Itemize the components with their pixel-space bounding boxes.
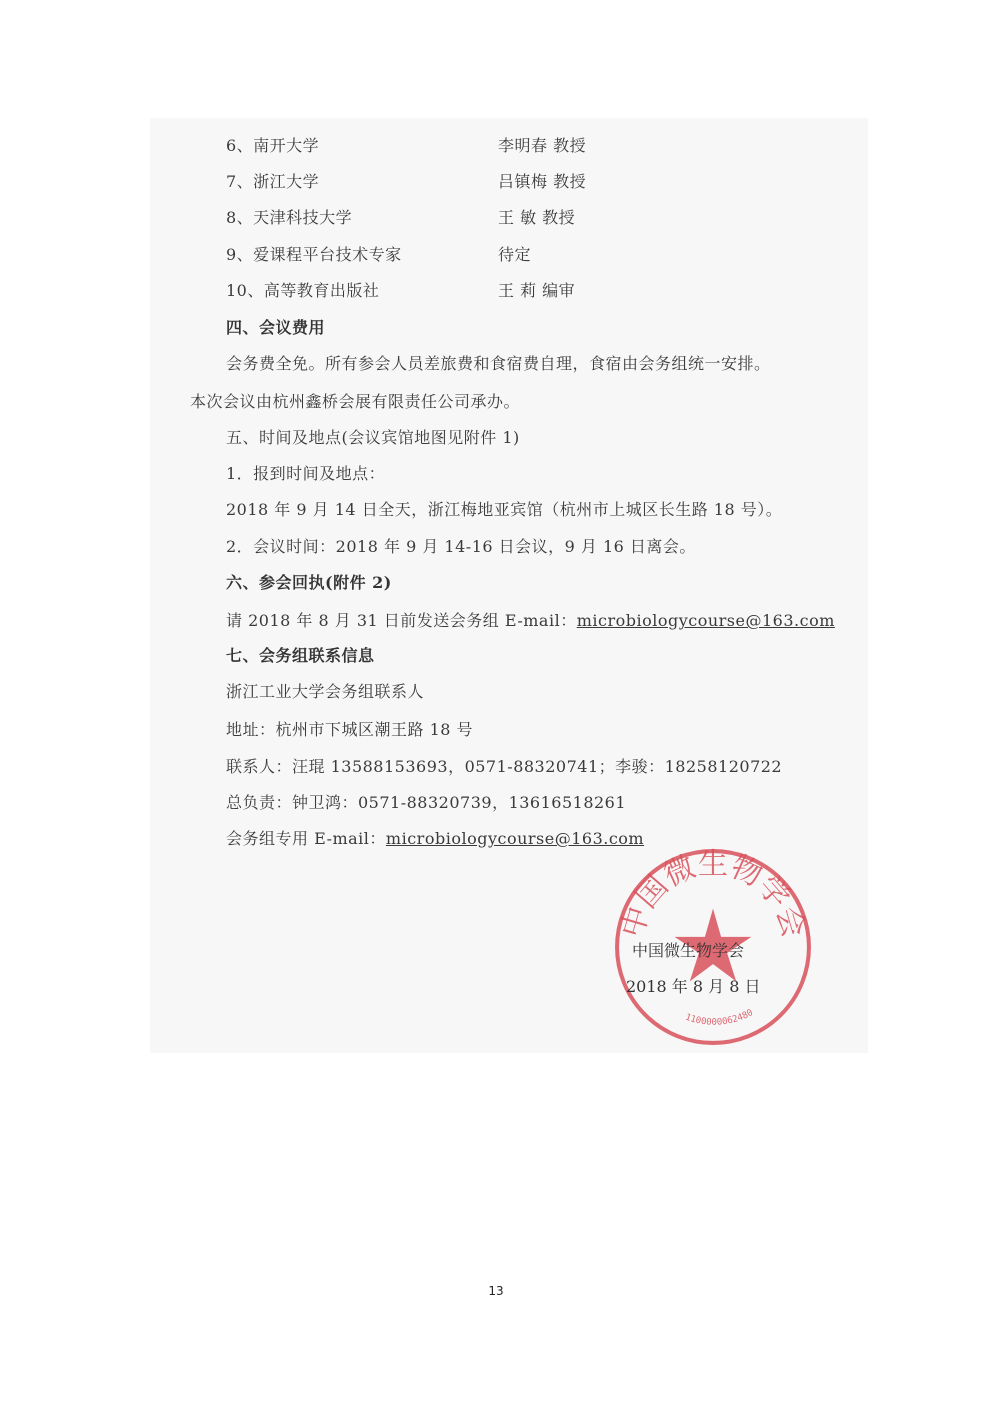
section-6-prefix: 请 2018 年 8 月 31 日前发送会务组 E-mail：: [226, 611, 577, 630]
section-4-heading: 四、会议费用: [226, 318, 326, 337]
organizer-row-8: 8、天津科技大学: [226, 208, 353, 227]
contact-org: 浙江工业大学会务组联系人: [226, 682, 425, 701]
organizer-contact-8: 王 敏 教授: [498, 208, 576, 227]
section-5-item-1-label: 1．报到时间及地点：: [226, 464, 386, 483]
contact-email-line: [226, 829, 644, 849]
section-4-text-2: 本次会议由杭州鑫桥会展有限责任公司承办。: [190, 392, 521, 411]
organizer-contact-7: 吕镇梅 教授: [498, 172, 587, 191]
organizer-row-6: 6、南开大学: [226, 136, 320, 155]
section-6-text: [226, 611, 835, 631]
section-5-item-1-text: 2018 年 9 月 14 日全天，浙江梅地亚宾馆（杭州市上城区长生路 18 号）。: [226, 500, 783, 519]
signature-org: 中国微生物学会: [632, 941, 745, 960]
section-5-item-2-text: 2．会议时间：2018 年 9 月 14-16 日会议，9 月 16 日离会。: [226, 537, 696, 556]
contact-address: 地址：杭州市下城区潮王路 18 号: [226, 720, 474, 739]
section-6-heading: 六、参会回执(附件 2): [226, 573, 392, 592]
section-6-email-link[interactable]: microbiologycourse@163.com: [576, 611, 835, 630]
section-7-heading: 七、会务组联系信息: [226, 646, 375, 665]
page-number: 13: [488, 1284, 504, 1298]
organizer-contact-6: 李明春 教授: [498, 136, 587, 155]
organizer-row-7: 7、浙江大学: [226, 172, 320, 191]
organizer-row-9: 9、爱课程平台技术专家: [226, 245, 402, 264]
section-4-text-1: 会务费全免。所有参会人员差旅费和食宿费自理，食宿由会务组统一安排。: [226, 354, 771, 373]
signature-date: 2018 年 8 月 8 日: [626, 977, 761, 996]
organizer-contact-10: 王 莉 编审: [498, 281, 576, 300]
seal-number: 1100000062480: [683, 1008, 755, 1028]
contact-supervisor: 总负责：钟卫鸿：0571-88320739，13616518261: [226, 793, 627, 812]
contact-persons: 联系人：汪琨 13588153693，0571-88320741；李骏：18258120722: [226, 757, 783, 776]
section-5-heading: 五、时间及地点(会议宾馆地图见附件 1): [226, 428, 520, 447]
contact-email-prefix: 会务组专用 E-mail：: [226, 829, 386, 848]
seal-text: 中国微生物学会: [614, 846, 812, 942]
organizer-contact-9: 待定: [498, 245, 532, 264]
organizer-row-10: 10、高等教育出版社: [226, 281, 380, 300]
contact-email-link[interactable]: microbiologycourse@163.com: [385, 829, 645, 848]
